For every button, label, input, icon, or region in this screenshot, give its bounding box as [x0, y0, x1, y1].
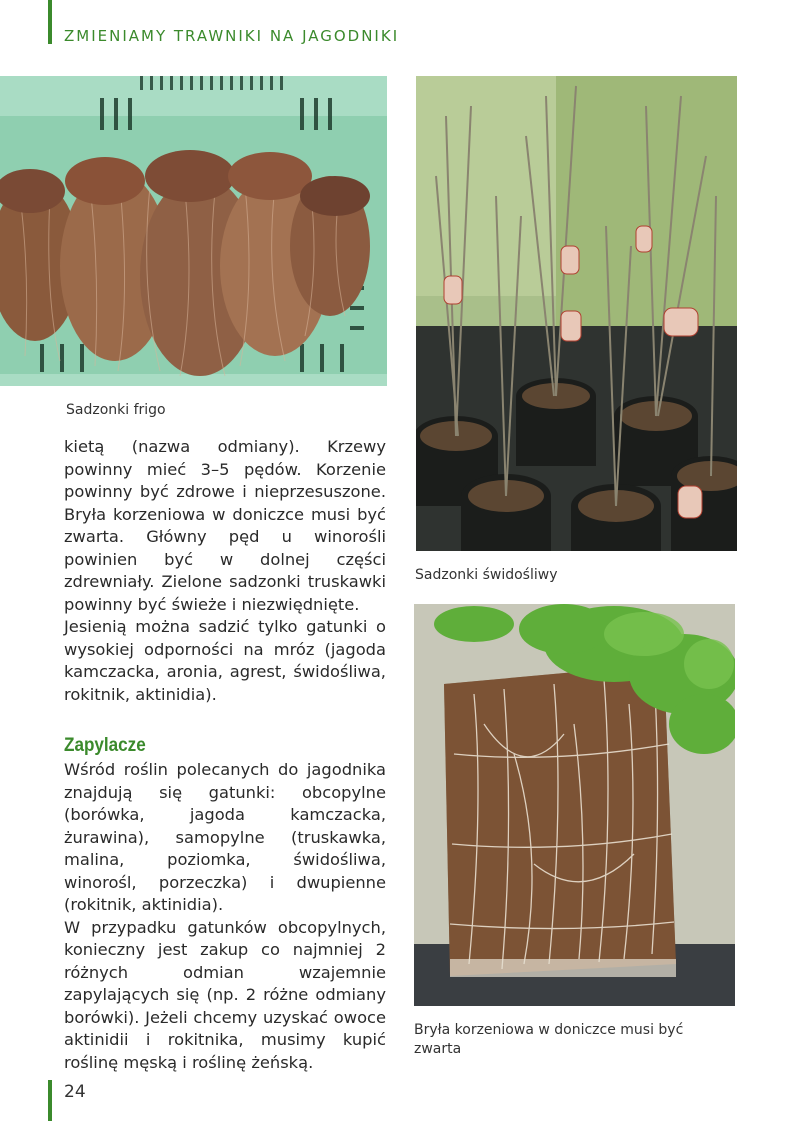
- paragraph: kietą (nazwa odmiany). Krzewy powinny mieć 3–5 pędów. Korzenie powinny być zdrowe i nieprzesuszone. Bryła korzeniowa w doniczce musi być zwarta. Główny pęd u winorośli powinien być w dolnej części zdrewniały. Zielone sadzonki truskawki powinny być świeże i niezwiędnięte.: [64, 437, 386, 614]
- header-accent-bar: [48, 0, 52, 44]
- footer-accent-bar: [48, 1080, 52, 1121]
- caption-frigo: Sadzonki frigo: [66, 402, 166, 418]
- paragraph: Wśród roślin polecanych do jagodnika znajdują się gatunki: obcopylne (borówka, jagoda kamczacka, żurawina), samopylne (truskawka, malina, poziomka, świdośliwa, winorośl, porzeczka) i dwupienne (rokitnik, aktinidia).: [64, 760, 386, 914]
- page-number: 24: [64, 1082, 86, 1102]
- body-text-block-2: [64, 759, 386, 1074]
- running-title: ZMIENIAMY TRAWNIKI NA JAGODNIKI: [64, 27, 400, 45]
- section-heading: Zapylacze: [64, 735, 146, 756]
- caption-serviceberry: Sadzonki świdośliwy: [415, 567, 558, 583]
- caption-root-ball: Bryła korzeniowa w doniczce musi być zwarta: [414, 1022, 684, 1057]
- photo-serviceberry-seedlings: [416, 76, 737, 551]
- body-text-block-1: [64, 436, 386, 706]
- paragraph: Jesienią można sadzić tylko gatunki o wysokiej odporności na mróz (jagoda kamczacka, aronia, agrest, świdośliwa, rokitnik, aktinidia).: [64, 617, 386, 704]
- paragraph: W przypadku gatunków obcopylnych, konieczny jest zakup co najmniej 2 różnych odmian wzajemnie zapylających się (np. 2 różne odmiany borówki). Jeżeli chcemy uzyskać owoce aktinidii i rokitnika, musimy kupić roślinę męską i roślinę żeńską.: [64, 917, 386, 1072]
- photo-frigo-seedlings: [0, 76, 387, 386]
- photo-root-ball: [414, 604, 735, 1006]
